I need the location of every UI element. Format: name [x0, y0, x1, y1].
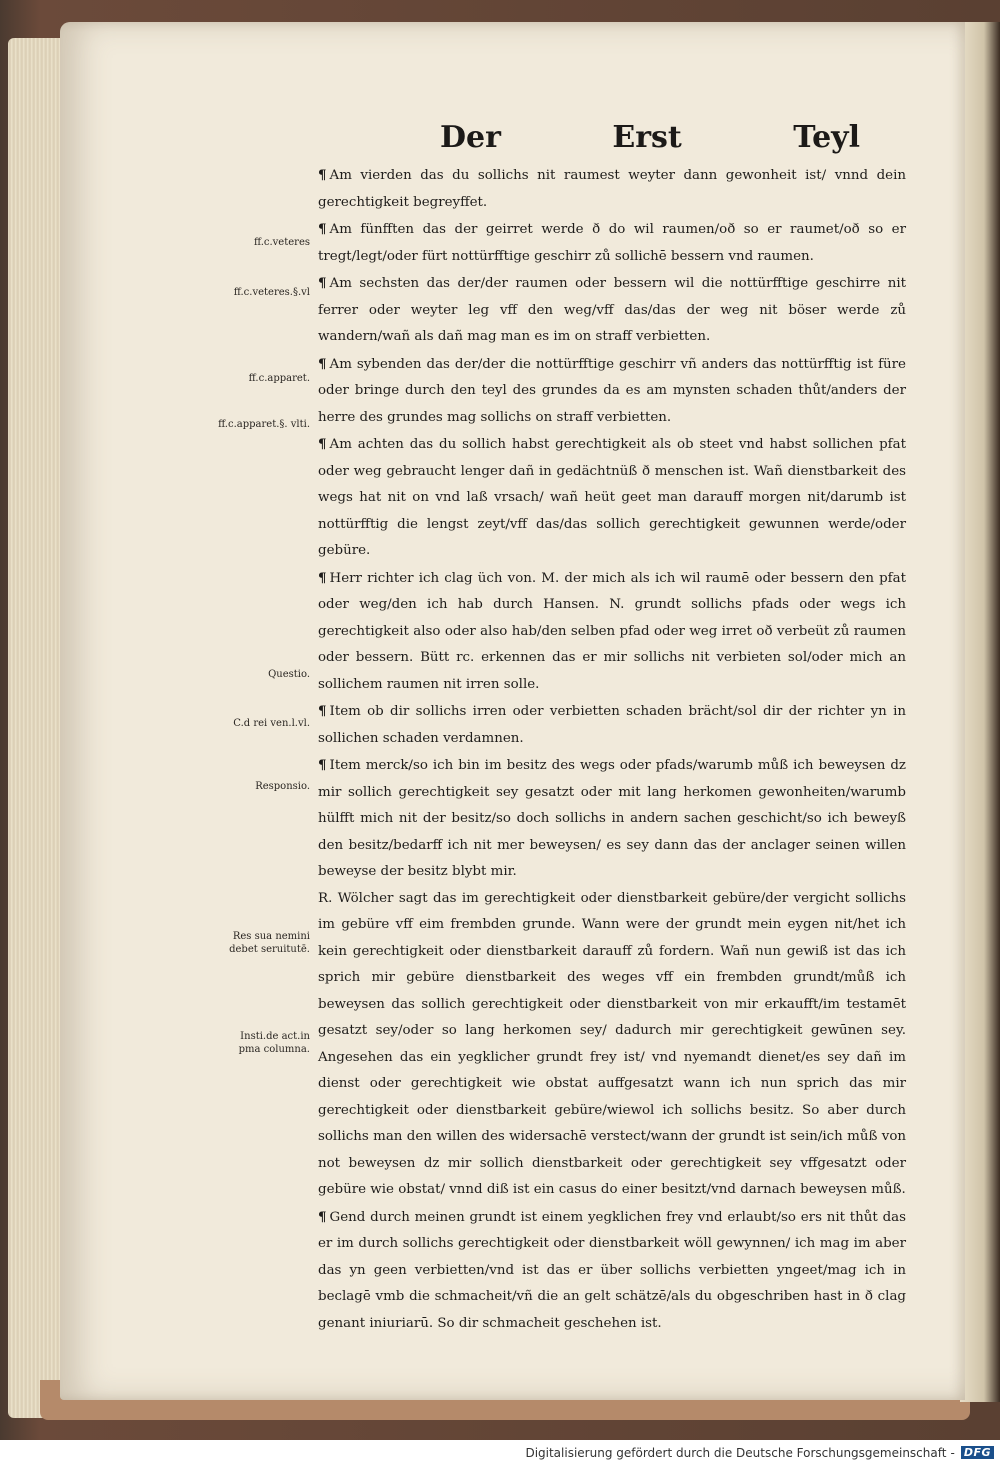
- paragraph: ¶ Gend durch meinen grundt ist einem yegklichen frey vnd erlaubt/so ers nit thůt das er im durch sollichs gerechtigkeit oder dienstbarkeit wöll gewynnen/ ich mag im aber das yn geen verbietten/vnd ist das er über sollichs verbietten yngeet/mag ich in beclagē vmb die schmacheit/vñ die an gelt schätzē/als du obgeschriben hast in ð clag genant iniuriarū. So dir schmacheit geschehen ist.: [318, 1208, 906, 1331]
- header-left: Der: [440, 120, 501, 155]
- pilcrow-icon: ¶: [318, 1208, 327, 1225]
- header-right: Teyl: [793, 120, 860, 155]
- margin-note: Res sua nemini debet seruitutē.: [229, 931, 310, 955]
- running-header: [440, 120, 860, 155]
- margin-note: Responsio.: [255, 781, 310, 792]
- margin-note: C.d rei ven.l.vl.: [233, 718, 310, 729]
- dfg-logo: DFG: [961, 1446, 994, 1459]
- facing-page-edge: [960, 22, 1000, 1402]
- digitization-footer: Digitalisierung gefördert durch die Deutsche Forschungsgemeinschaft - DFG: [0, 1440, 1000, 1465]
- pilcrow-icon: ¶: [318, 569, 327, 586]
- pilcrow-icon: ¶: [318, 703, 327, 719]
- paragraph: ¶ Am vierden das du sollichs nit raumest weyter dann gewonheit ist/ vnnd dein gerechtigkeit begreyffet.: [318, 167, 906, 210]
- pilcrow-icon: ¶: [318, 355, 327, 372]
- pilcrow-icon: ¶: [318, 275, 327, 291]
- margin-note: ff.c.veteres: [253, 237, 310, 248]
- paragraph: ¶ Am sybenden das der/der die nottürfftige geschirr vñ anders das nottürfftig ist füre oder bringe durch den teyl des grundes da es am mynsten schaden thůt/anders der herre des grundes mag sollichs on straff verbietten.: [318, 355, 906, 425]
- main-text: [318, 162, 906, 1337]
- margin-note: Questio.: [268, 669, 310, 680]
- paragraph: ¶ Herr richter ich clag üch von. M. der mich als ich wil raumē oder bessern den pfat oder weg/den ich hab durch Hansen. N. grundt sollichs pfads oder wegs ich gerechtigkeit also oder also hab/den selben pfad oder weg irret oð verbeüt zů raumen oder bessern. Bütt rc. erkennen das er mir sollichs nit verbieten sol/oder mich an sollichem raumen nit irren solle.: [318, 569, 906, 692]
- margin-note: ff.c.apparet.: [248, 373, 310, 384]
- pilcrow-icon: ¶: [318, 221, 327, 237]
- pilcrow-icon: ¶: [318, 757, 327, 773]
- header-center: Erst: [612, 120, 682, 155]
- paragraph: ¶ Item merck/so ich bin im besitz des wegs oder pfads/warumb můß ich beweysen dz mir sollich gerechtigkeit sey gesatzt oder mit lang herkomen gewonheiten/warumb hülfft mich nit der besitz/so doch sollichs in andern sachen geschicht/so ich beweyß den besitz/bedarff ich nit mer beweysen/ es sey dann das der anclager seinen willen beweyse der besitz blybt mir.: [318, 757, 906, 879]
- paragraph: ¶ Am sechsten das der/der raumen oder bessern wil die nottürfftige geschirre nit ferrer oder weyter leg vff den weg/vff das/das der weg nit böser werde zů wandern/wañ als dañ mag man es im on straff verbietten.: [318, 275, 906, 344]
- margin-note: Insti.de act.in pma columna.: [238, 1031, 310, 1055]
- margin-note: ff.c.veteres.§.vl: [233, 287, 310, 298]
- funding-credit: Digitalisierung gefördert durch die Deutsche Forschungsgemeinschaft: [525, 1445, 947, 1460]
- paragraph: ¶ Am achten das du sollich habst gerechtigkeit als ob steet vnd habst sollichen pfat oder weg gebraucht lenger dañ in gedächtnüß ð menschen ist. Wañ dienstbarkeit des wegs hat nit on vnd laß vrsach/ wañ heüt geet man darauff morgen nit/darumb ist nottürfftig die lengst zeyt/vff das/das sollich gerechtigkeit gewunnen werde/oder gebüre.: [318, 436, 906, 558]
- paragraph: R. Wölcher sagt das im gerechtigkeit oder dienstbarkeit gebüre/der vergicht sollichs im gebüre vff eim frembden grunde. Wann were der grundt mein eygen nit/het ich kein gerechtigkeit oder dienstbarkeit darauff zů fordern. Wañ nun gewiß ist das ich sprich mir gebüre dienstbarkeit des weges vff ein frembden grundt/můß ich beweysen das sollich gerechtigkeit oder dienstbarkeit von mir erkaufft/im testamēt gesatzt sey/oder so lang herkomen sey/ dadurch mir gerechtigkeit gewūnen sey. Angesehen das ein yegklicher grundt frey ist/ vnd nyemandt dienet/es sey dañ im dienst oder gerechtigkeit wie obstat auffgesatzt wann ich nun sprich das mir gerechtigkeit oder dienstbarkeit gebüre/wiewol ich sollichs besitz. So aber durch sollichs man den willen des widersachē verstect/wann der grundt ist sein/ich můß von not beweysen dz mir sollich dienstbarkeit oder gerechtigkeit sey vffgesatzt oder gebüre wie obstat/ vnnd diß ist ein casus do einer besitzt/vnd darnach beweysen můß.: [318, 890, 906, 1197]
- pilcrow-icon: ¶: [318, 167, 327, 183]
- paragraph: ¶ Item ob dir sollichs irren oder verbietten schaden brächt/sol dir der richter yn in sollichen schaden verdamnen.: [318, 703, 906, 746]
- pilcrow-icon: ¶: [318, 436, 327, 452]
- paragraph: ¶ Am fünfften das der geirret werde ð do wil raumen/oð so er raumet/oð so er tregt/legt/oder fürt nottürfftige geschirr zů sollichē bessern vnd raumen.: [318, 221, 906, 264]
- margin-note: ff.c.apparet.§. vlti.: [218, 419, 310, 430]
